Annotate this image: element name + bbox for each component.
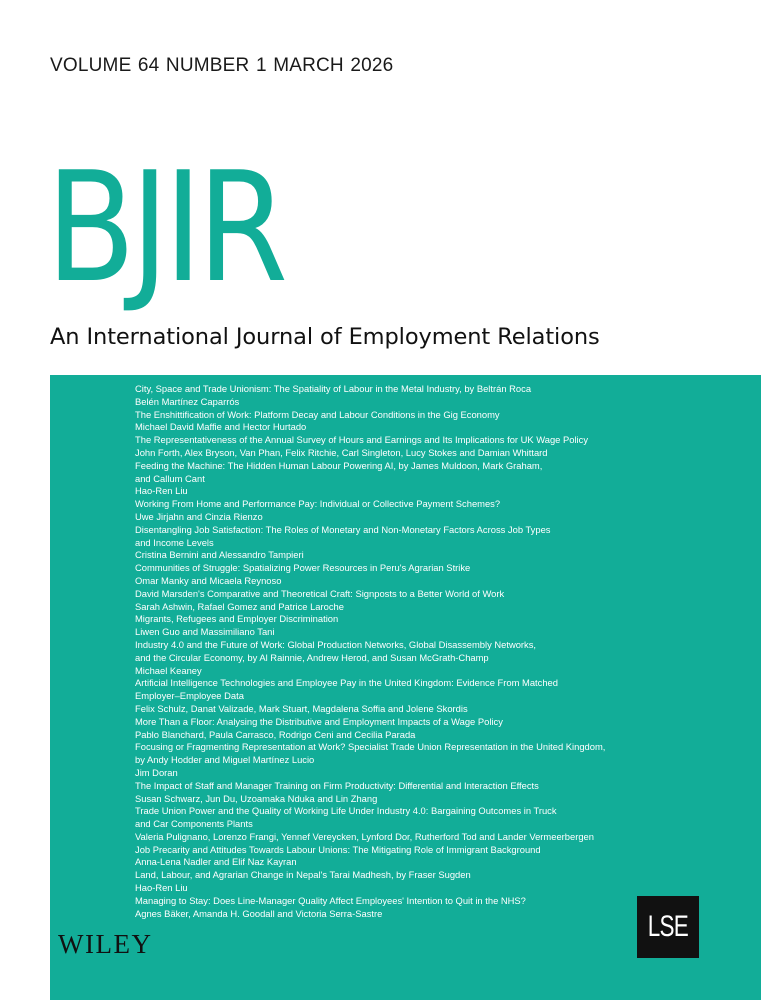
- publisher-logo: WILEY: [58, 929, 153, 959]
- article-title: Managing to Stay: Does Line-Manager Quality Affect Employees' Intention to Quit in the NHS?: [135, 894, 526, 906]
- article-entry: [135, 639, 735, 677]
- journal-subtitle: An International Journal of Employment Relations: [50, 324, 600, 350]
- article-title: Communities of Struggle: Spatializing Power Resources in Peru's Agrarian Strike: [135, 562, 471, 574]
- issue-line: VOLUME 64 NUMBER 1 MARCH 2026: [50, 55, 394, 76]
- article-authors: Omar Manky and Micaela Reynoso: [135, 574, 282, 586]
- article-title: More Than a Floor: Analysing the Distributive and Employment Impacts of a Wage Policy: [135, 715, 503, 727]
- article-entry: [135, 562, 735, 588]
- article-entry: [135, 677, 735, 715]
- article-entry: [135, 460, 735, 498]
- article-title: Disentangling Job Satisfaction: The Roles of Monetary and Non-Monetary Factors Across Job Types and Income Levels: [135, 523, 551, 548]
- article-authors: Valeria Pulignano, Lorenzo Frangi, Yennef Vereycken, Lynford Dor, Rutherford Tod and Lander Vermeerbergen: [135, 830, 594, 842]
- lse-logo-text: LSE: [647, 910, 689, 943]
- table-of-contents: [135, 383, 735, 920]
- contents-panel: [50, 375, 761, 1000]
- article-title: The Impact of Staff and Manager Training on Firm Productivity: Differential and Interaction Effects: [135, 779, 539, 791]
- journal-logo: BJIR: [46, 139, 283, 316]
- article-title: Focusing or Fragmenting Representation at Work? Specialist Trade Union Representation in the United Kingdom, by Andy Hodder and Miguel Martínez Lucio: [135, 741, 606, 766]
- article-authors: Susan Schwarz, Jun Du, Uzoamaka Nduka and Lin Zhang: [135, 792, 378, 804]
- article-authors: Uwe Jirjahn and Cinzia Rienzo: [135, 510, 263, 522]
- article-title: Working From Home and Performance Pay: Individual or Collective Payment Schemes?: [135, 498, 501, 510]
- lse-logo: [637, 896, 699, 958]
- article-entry: [135, 780, 735, 806]
- article-entry: [135, 741, 735, 779]
- article-authors: Michael David Maffie and Hector Hurtado: [135, 421, 307, 433]
- article-title: Industry 4.0 and the Future of Work: Global Production Networks, Global Disassembly Networks, and the Circular Economy, by Al Rainnie, Andrew Herod, and Susan McGrath-Champ: [135, 638, 537, 663]
- article-entry: [135, 805, 735, 843]
- article-entry: [135, 434, 735, 460]
- article-authors: Felix Schulz, Danat Valizade, Mark Stuart, Magdalena Soffia and Jolene Skordis: [135, 702, 468, 714]
- article-authors: Pablo Blanchard, Paula Carrasco, Rodrigo Ceni and Cecilia Parada: [135, 728, 416, 740]
- article-title: The Enshittification of Work: Platform Decay and Labour Conditions in the Gig Economy: [135, 408, 500, 420]
- article-entry: [135, 588, 735, 614]
- article-entry: [135, 409, 735, 435]
- article-authors: Liwen Guo and Massimiliano Tani: [135, 626, 275, 638]
- article-title: Artificial Intelligence Technologies and Employee Pay in the United Kingdom: Evidence From Matched Employer–Employee Data: [135, 677, 558, 702]
- article-entry: [135, 844, 735, 870]
- article-entry: [135, 716, 735, 742]
- article-title: David Marsden's Comparative and Theoretical Craft: Signposts to a Better World of Work: [135, 587, 505, 599]
- article-entry: [135, 498, 735, 524]
- article-authors: Jim Doran: [135, 766, 178, 778]
- article-title: Migrants, Refugees and Employer Discrimination: [135, 613, 339, 625]
- article-authors: Hao-Ren Liu: [135, 485, 188, 497]
- article-authors: Sarah Ashwin, Rafael Gomez and Patrice Laroche: [135, 600, 344, 612]
- article-authors: Agnes Bäker, Amanda H. Goodall and Victoria Serra-Sastre: [135, 907, 383, 919]
- article-title: Job Precarity and Attitudes Towards Labour Unions: The Mitigating Role of Immigrant Background: [135, 843, 541, 855]
- article-authors: Anna-Lena Nadler and Elif Naz Kayran: [135, 856, 297, 868]
- article-authors: Belén Martínez Caparrós: [135, 395, 240, 407]
- article-entry: [135, 869, 735, 895]
- article-title: City, Space and Trade Unionism: The Spatiality of Labour in the Metal Industry, by Beltrán Roca: [135, 383, 532, 394]
- article-entry: [135, 383, 735, 409]
- article-entry: [135, 524, 735, 562]
- article-authors: Michael Keaney: [135, 664, 202, 676]
- article-title: Feeding the Machine: The Hidden Human Labour Powering AI, by James Muldoon, Mark Graham, and Callum Cant: [135, 459, 543, 484]
- article-title: Trade Union Power and the Quality of Working Life Under Industry 4.0: Bargaining Outcomes in Truck and Car Components Plants: [135, 805, 557, 830]
- article-title: Land, Labour, and Agrarian Change in Nepal's Tarai Madhesh, by Fraser Sugden: [135, 869, 471, 881]
- article-authors: Hao-Ren Liu: [135, 882, 188, 894]
- article-authors: Cristina Bernini and Alessandro Tampieri: [135, 549, 304, 561]
- article-title: The Representativeness of the Annual Survey of Hours and Earnings and Its Implications for UK Wage Policy: [135, 434, 589, 446]
- article-authors: John Forth, Alex Bryson, Van Phan, Felix Ritchie, Carl Singleton, Lucy Stokes and Damian Whittard: [135, 446, 548, 458]
- article-entry: [135, 613, 735, 639]
